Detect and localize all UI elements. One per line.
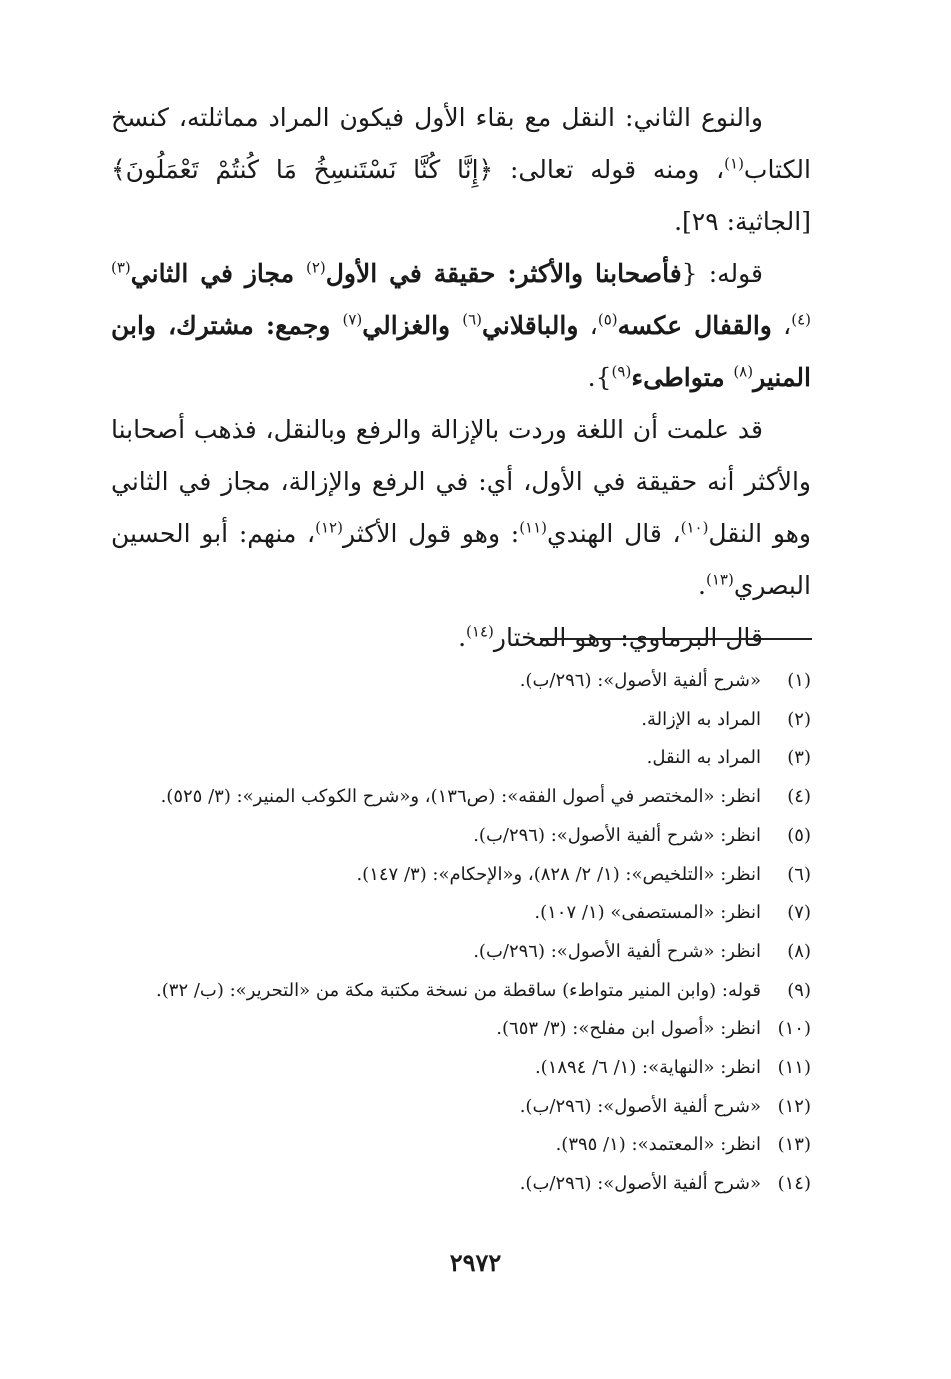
footnote-item	[111, 1010, 811, 1049]
footnote-number: (٥)	[787, 824, 811, 846]
paragraph	[111, 404, 811, 612]
page-number: ٢٩٧٢	[449, 1248, 502, 1277]
footnote-item	[111, 972, 811, 1011]
footnote-ref[interactable]: (٩)	[611, 362, 632, 381]
footnotes	[111, 662, 811, 1204]
footnote-number: (٦)	[787, 863, 811, 885]
text-run: قد علمت أن اللغة وردت بالإزالة والرفع وبالنقل، فذهب أصحابنا والأكثر أنه حقيقة في الأول، أي: في الرفع والإزالة، مجاز في الثاني وهو النقل	[111, 415, 811, 548]
footnote-number: (٧)	[787, 902, 811, 924]
footnote-text: قوله: (وابن المنير متواطء) ساقطة من نسخة مكتبة مكة من «التحرير»: (ب/ ٣٢).	[156, 979, 761, 1001]
footnote-number: (٩)	[787, 979, 811, 1001]
footnote-number: (١٣)	[777, 1134, 811, 1156]
footnote-item	[111, 894, 811, 933]
footnote-item	[111, 933, 811, 972]
footnote-text: «شرح ألفية الأصول»: (٢٩٦/ب).	[519, 1095, 761, 1117]
footnote-number: (٢)	[787, 708, 811, 730]
text-run: متواطىء	[631, 363, 734, 392]
footnote-ref[interactable]: (٢)	[305, 258, 326, 277]
footnote-ref[interactable]: (٦)	[462, 310, 482, 329]
footnote-ref[interactable]: (٥)	[597, 310, 618, 329]
text-run: .	[458, 623, 467, 652]
footnote-text: «شرح ألفية الأصول»: (٢٩٦/ب).	[519, 1173, 761, 1195]
text-run: ، قال الهندي	[547, 519, 681, 548]
text-run: ،	[578, 311, 598, 340]
text-run: مجاز في الثاني	[130, 259, 306, 288]
footnote-ref[interactable]: (٣)(٤)	[111, 258, 812, 329]
footnote-ref[interactable]: (١٤)	[466, 622, 494, 641]
footnote-text: انظر: «النهاية»: (١/ ٦/ ١٨٩٤).	[534, 1057, 761, 1079]
footnote-ref[interactable]: (١١)	[519, 518, 548, 537]
text-run: فأصحابنا والأكثر: حقيقة في الأول	[325, 259, 682, 288]
text-run: ،	[771, 311, 792, 340]
footnote-item	[111, 739, 811, 778]
text-run: }.	[587, 363, 612, 392]
text-run: قوله: {	[681, 259, 764, 288]
footnote-number: (٤)	[787, 786, 811, 808]
footnote-number: (١٢)	[777, 1095, 811, 1117]
footnote-number: (١٠)	[777, 1018, 811, 1040]
footnote-number: (١١)	[777, 1057, 811, 1079]
footnote-text: انظر: «شرح ألفية الأصول»: (٢٩٦/ب).	[473, 824, 761, 846]
footnote-item	[111, 1165, 811, 1204]
footnote-ref[interactable]: (١٠)	[680, 518, 709, 537]
footnote-text: المراد به النقل.	[646, 747, 761, 769]
footnote-item	[111, 1049, 811, 1088]
footnote-text: انظر: «المستصفى» (١/ ١٠٧).	[534, 902, 761, 924]
paragraph	[111, 248, 811, 404]
footnote-ref[interactable]: (٨)	[733, 362, 754, 381]
footnote-item	[111, 662, 811, 701]
text-run: والغزالي	[362, 311, 463, 340]
footnote-ref[interactable]: (١)	[724, 154, 744, 173]
footnote-item	[111, 1088, 811, 1127]
footnote-ref[interactable]: (١٢)	[315, 518, 343, 537]
footnote-item	[111, 1126, 811, 1165]
footnote-text: انظر: «المعتمد»: (١/ ٣٩٥).	[555, 1134, 761, 1156]
footnote-text: «شرح ألفية الأصول»: (٢٩٦/ب).	[519, 670, 761, 691]
footnote-item	[111, 701, 811, 740]
footnote-text: انظر: «المختصر في أصول الفقه»: (ص١٣٦)، و«شرح الكوكب المنير»: (٣/ ٥٢٥).	[160, 786, 761, 808]
text-run: .	[698, 571, 706, 600]
footnote-ref[interactable]: (٧)	[342, 310, 363, 329]
text-run: والنوع الثاني: النقل مع بقاء الأول فيكون المراد مماثلته، كنسخ الكتاب	[111, 103, 811, 184]
footnote-item	[111, 817, 811, 856]
text-run: : وهو قول الأكثر	[342, 519, 520, 548]
footnote-text: انظر: «التلخيص»: (١/ ٢/ ٨٢٨)، و«الإحكام»: (٣/ ١٤٧).	[356, 863, 761, 885]
footnote-number: (٣)	[787, 747, 811, 769]
text-run: والباقلاني	[481, 311, 579, 340]
text-run: ، ومنه قوله تعالى: ﴿إِنَّا كُنَّا نَسْتَنسِخُ مَا كُنتُمْ تَعْمَلُونَ﴾ [الجاثية: ٢٩].	[111, 155, 811, 236]
text-run: وجمع: مشترك، وابن المنير	[111, 311, 811, 392]
text-run: قال البرماوي: وهو المختار	[493, 623, 763, 652]
footnote-item	[111, 856, 811, 895]
footnote-ref[interactable]: (١٣)	[706, 570, 734, 589]
paragraph	[111, 92, 811, 248]
footnote-number: (١٤)	[777, 1173, 811, 1195]
footnote-text: انظر: «أصول ابن مفلح»: (٣/ ٦٥٣).	[496, 1018, 761, 1040]
footnote-number: (٨)	[787, 940, 811, 962]
text-run: ، منهم: أبو الحسين البصري	[111, 519, 811, 600]
footnote-text: انظر: «شرح ألفية الأصول»: (٢٩٦/ب).	[473, 940, 761, 962]
footnote-number: (١)	[787, 670, 811, 691]
main-text	[111, 92, 811, 664]
footnote-item	[111, 778, 811, 817]
footnote-separator	[540, 638, 812, 640]
footnote-text: المراد به الإزالة.	[641, 708, 761, 730]
text-run: والقفال عكسه	[617, 311, 772, 340]
